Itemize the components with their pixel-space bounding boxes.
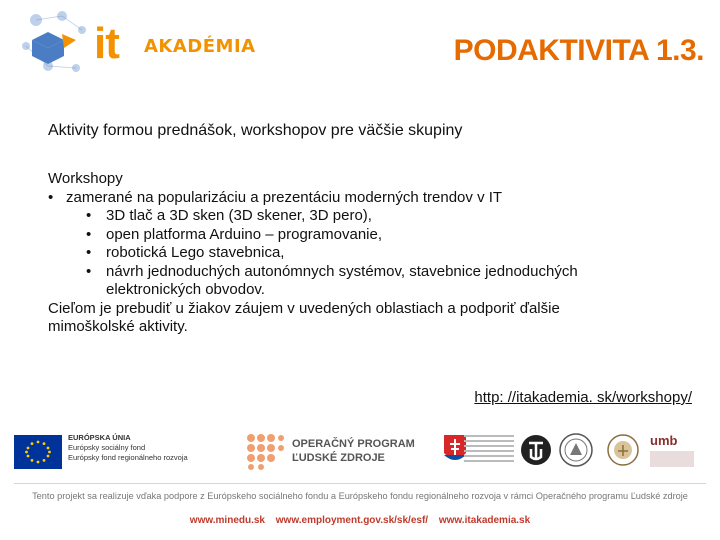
eu-text-line: Európsky sociálny fond [68,443,146,452]
eu-text-line: Európsky fond regionálneho rozvoja [68,453,188,462]
ministry-text-icon [464,435,514,465]
page-title: PODAKTIVITA 1.3. [453,34,704,67]
op-text [292,437,415,465]
footer-url-minedu[interactable]: www.minedu.sk [189,515,265,526]
eu-text-line: EURÓPSKA ÚNIA [68,433,131,442]
op-text-line: OPERAČNÝ PROGRAM [292,438,415,450]
section-heading: Workshopy [48,170,123,187]
content-body [48,170,688,337]
it-akademia-logo [18,10,256,80]
logo-it-text: it [94,19,119,68]
sub-bullet-item: • 3D tlač a 3D sken (3D skener, 3D pero), [48,207,688,226]
op-dots-icon [246,433,284,471]
footer-logos [0,425,720,475]
eu-flag-icon [14,435,62,469]
footer-url-employment[interactable]: www.employment.gov.sk/sk/esf/ [275,515,429,526]
ukf-seal-icon [606,431,640,469]
sub-bullet-continuation: elektronických obvodov. [106,281,265,298]
footer-note: Tento projekt sa realizuje vďaka podpore z Európskeho sociálneho fondu a Európskeho fondu regionálneho rozvoja v rámci Operačného programu Ľudské zdroje [32,491,688,501]
closing-text-line-1: Cieľom je prebudiť u žiakov záujem v uvedených oblastiach a podporiť ďalšie [48,299,560,317]
umb-logo-icon [648,431,708,471]
eu-text [68,433,188,463]
sub-bullet-item: • robotická Lego stavebnica, [48,244,688,263]
footer-divider [14,483,706,484]
logo-akademia-text: AKADÉMIA [144,36,256,57]
svg-text:umb: umb [650,433,678,448]
network-people-icon [18,10,98,80]
sub-bullet-item: • návrh jednoduchých autonómnych systémov, stavebnice jednoduchých [48,263,688,282]
footer-url-itakademia[interactable]: www.itakademia.sk [438,515,531,526]
tu-logo-icon [520,431,552,469]
bullet-item: • zamerané na popularizáciu a prezentáciu moderných trendov v IT [48,189,688,208]
closing-text-line-2: mimoškolské aktivity. [48,318,188,335]
workshopy-link[interactable]: http: //itakademia. sk/workshopy/ [474,389,692,406]
op-text-line: ĽUDSKÉ ZDROJE [292,452,385,464]
subtitle: Aktivity formou prednášok, workshopov pre väčšie skupiny [48,122,463,139]
footer-urls [0,515,720,526]
university-seal-icon [558,431,594,469]
sub-bullet-item: • open platforma Arduino – programovanie, [48,226,688,245]
